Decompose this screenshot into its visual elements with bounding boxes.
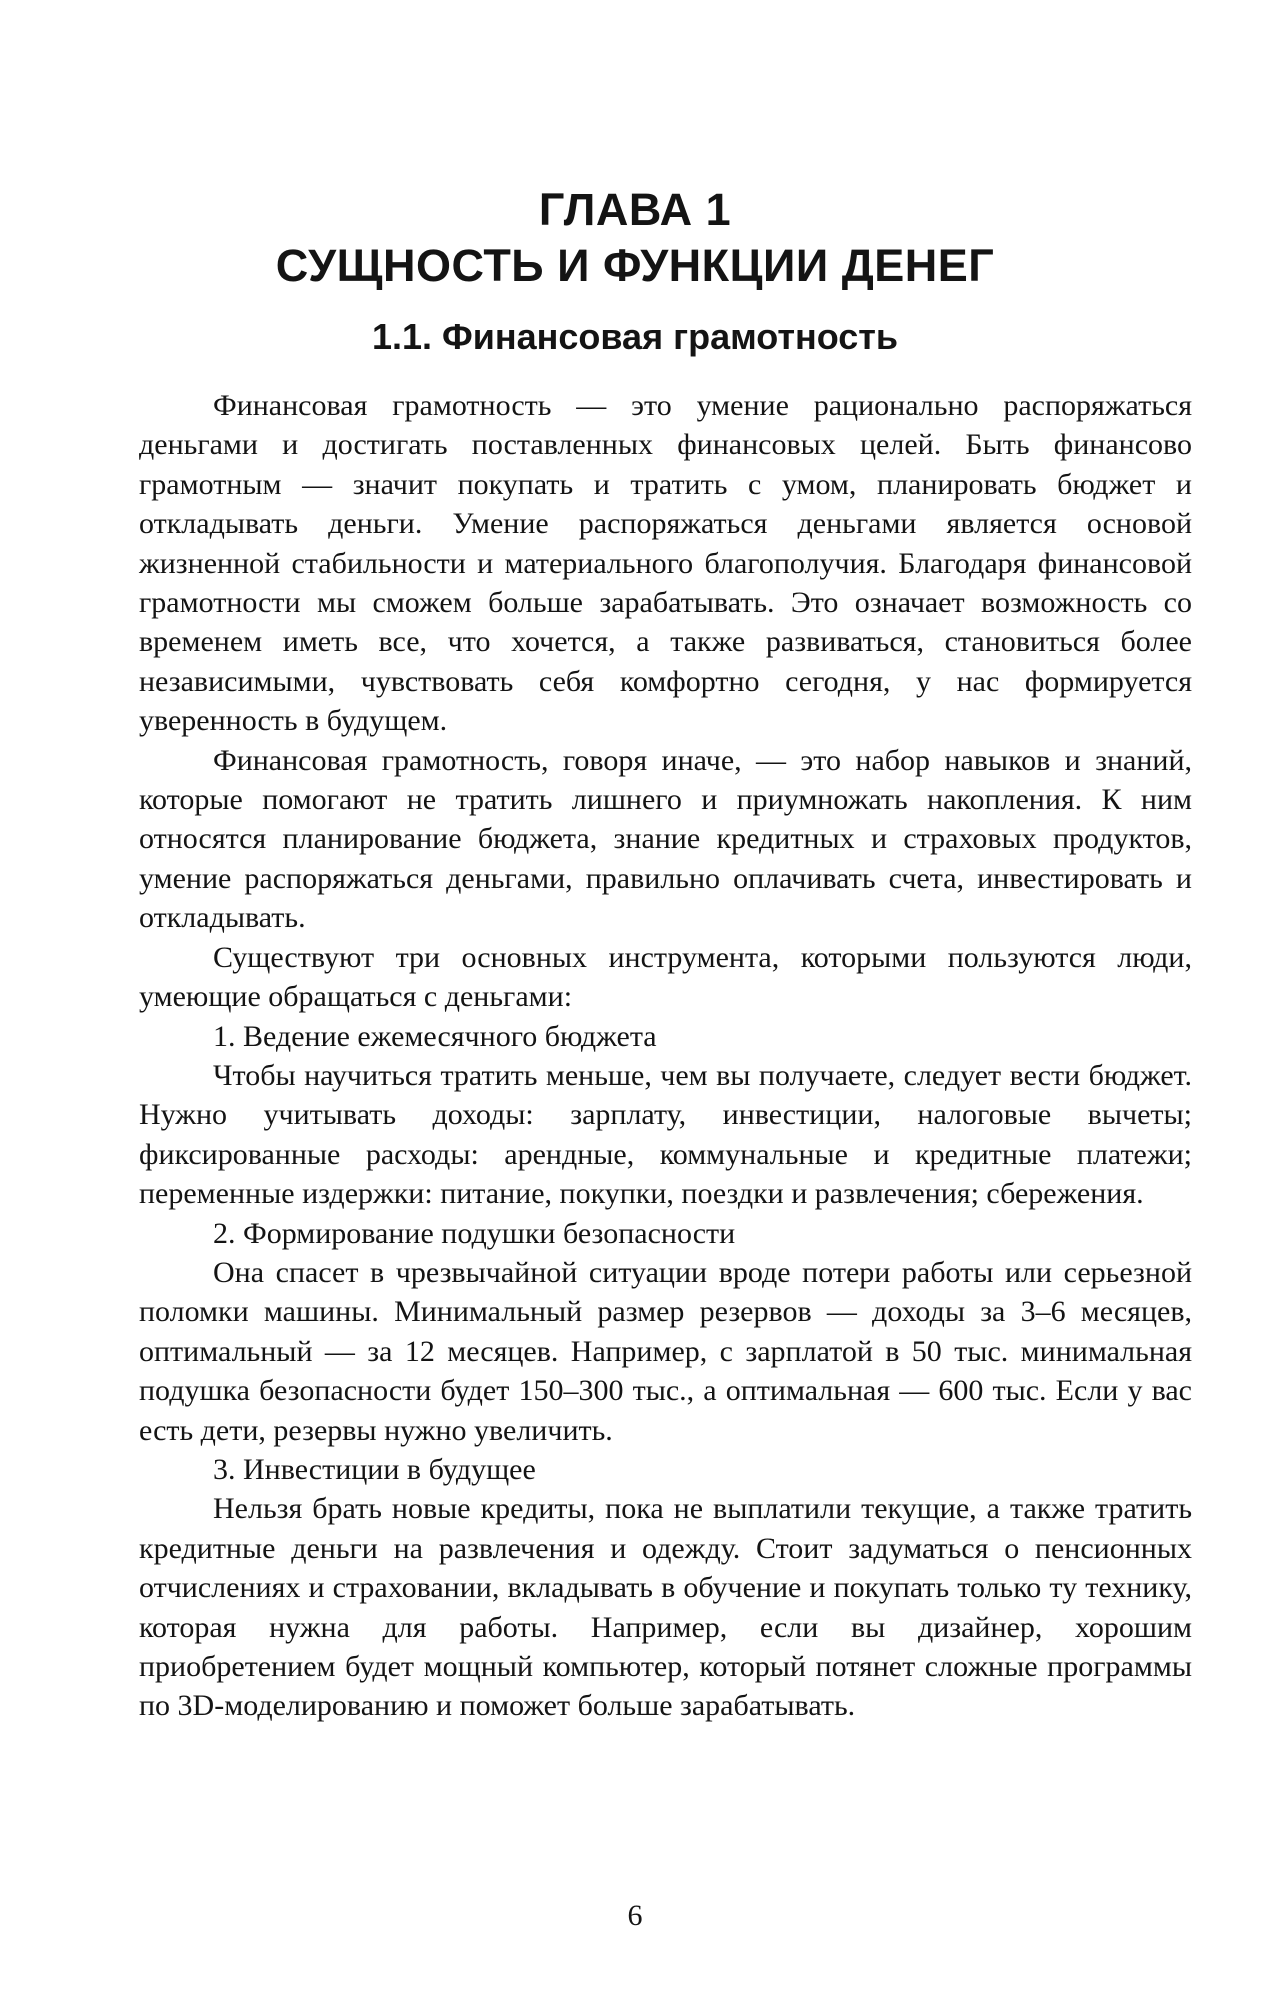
list-heading-investments: 3. Инвестиции в будущее: [213, 1452, 536, 1486]
paragraph-investments: Нельзя брать новые кредиты, пока не выплатили текущие, а также тратить кредитные деньги на развлечения и одежду. Стоит задуматься о пенсионных отчислениях и страховании, вкладывать в обучение и покупать только ту технику, которая нужна для работы. Например, если вы дизайнер, хорошим приобретением будет мощный компьютер, который потянет сложные программы по 3D-моделированию и поможет больше зарабатывать.: [139, 1492, 1192, 1723]
chapter-title: СУЩНОСТЬ И ФУНКЦИИ ДЕНЕГ: [275, 240, 995, 291]
list-heading-budget: 1. Ведение ежемесячного бюджета: [213, 1019, 657, 1053]
paragraph-skills: Финансовая грамотность, говоря иначе, — это набор навыков и знаний, которые помогают не тратить лишнего и приумножать накопления. К ним относятся планирование бюджета, знание кредитных и страховых продуктов, умение распоряжаться деньгами, правильно оплачивать счета, инвестировать и откладывать.: [139, 743, 1192, 935]
paragraph-safety-cushion: Она спасет в чрезвычайной ситуации вроде потери работы или серьезной поломки машины. Минимальный размер резервов — доходы за 3–6 месяцев, оптимальный — за 12 месяцев. Например, с зарплатой в 50 тыс. минимальная подушка безопасности будет 150–300 тыс., а оптимальная — 600 тыс. Если у вас есть дети, резервы нужно увеличить.: [139, 1255, 1192, 1447]
list-heading-safety-cushion: 2. Формирование подушки безопасности: [213, 1216, 736, 1250]
paragraph-definition: Финансовая грамотность — это умение рационально распоряжаться деньгами и достигать поставленных финансовых целей. Быть финансово грамотным — значит покупать и тратить с умом, планировать бюджет и откладывать деньги. Умение распоряжаться деньгами является основой жизненной стабильности и материального благополучия. Благодаря финансовой грамотности мы сможем больше зарабатывать. Это означает возможность со временем иметь все, что хочется, а также развиваться, становиться более независимыми, чувствовать себя комфортно сегодня, у нас формируется уверенность в будущем.: [139, 389, 1192, 738]
body-text: [139, 386, 1192, 1726]
page-number: 6: [627, 1899, 643, 1932]
section-title: 1.1. Финансовая грамотность: [371, 316, 899, 357]
chapter-label: ГЛАВА 1: [538, 184, 732, 235]
paragraph-budget: Чтобы научиться тратить меньше, чем вы получаете, следует вести бюджет. Нужно учитывать доходы: зарплату, инвестиции, налоговые вычеты; фиксированные расходы: арендные, коммунальные и кредитные платежи; переменные издержки: питание, покупки, поездки и развлечения; сбережения.: [139, 1058, 1192, 1211]
paragraph-tools-intro: Существуют три основных инструмента, которыми пользуются люди, умеющие обращаться с деньгами:: [139, 940, 1192, 1014]
